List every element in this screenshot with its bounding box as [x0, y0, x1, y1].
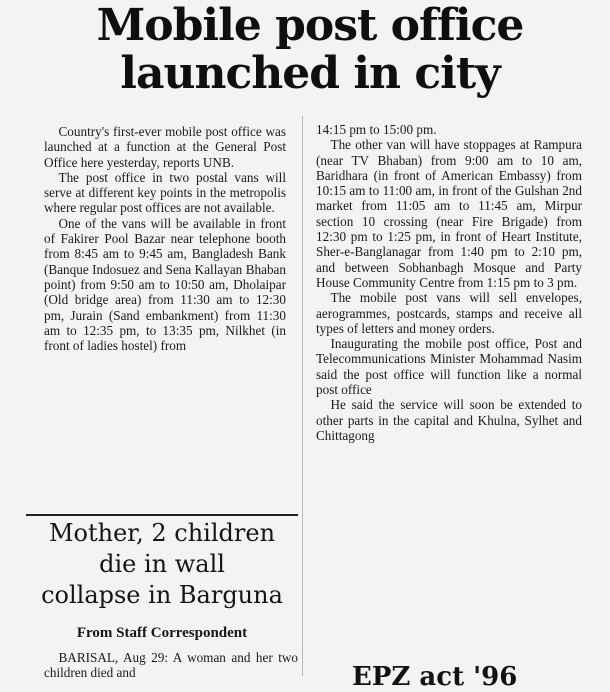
paragraph-intro: Country's first-ever mobile post office was launched at a function at the General Post Office here yesterday, reports UNB. [44, 124, 286, 170]
paragraph-expansion: He said the service will soon be extended to other parts in the capital and Khulna, Sylhet and Chittagong [316, 397, 582, 443]
second-story-byline: From Staff Correspondent [76, 625, 248, 641]
left-column [44, 124, 286, 353]
headline-line-2: launched in city [120, 48, 500, 99]
paragraph-continuation: 14:15 pm to 15:00 pm. [316, 122, 437, 137]
paragraph-minister-quote: Inaugurating the mobile post office, Post and Telecommunications Minister Mohammad Nasim said the post office will function like a normal post office [316, 336, 582, 398]
paragraph-second-van-route: The other van will have stoppages at Rampura (near TV Bhaban) from 9:00 am to 10 am, Baridhara (in front of American Embassy) from 10:15 am to 11:00 am, in front of the Gulshan 2nd market from 11:05 am to 11:45 am, Mirpur section 10 crossing (near Fire Brigade) from 12:30 pm to 1:25 pm, in front of Heart Institute, Sher-e-Banglanagar from 1:40 pm to 2:10 pm, and between Sobhanbagh Mosque and Party House Community Centre from 1:15 pm to 3 pm. [316, 137, 582, 290]
right-column [316, 122, 582, 443]
second-headline-line-3: collapse in Barguna [41, 581, 283, 609]
second-story-headline [22, 518, 302, 611]
paragraph-first-van-route: One of the vans will be available in front of Fakirer Pool Bazar near telephone booth from 8:45 am to 9:45 am, Bangladesh Bank (Banque Indosuez and Sena Kallayan Bhaban point) from 9:50 am to 10:50 am, Dholaipar (Old bridge area) from 11:30 am to 12:30 pm, Jurain (Sand embankment) from 11:30 am to 12:35 pm, to 13:35 pm, Nilkhet (in front of ladies hostel) from [44, 215, 286, 354]
column-divider [302, 116, 303, 676]
headline-line-1: Mobile post office [96, 0, 524, 51]
second-headline-line-2: die in wall [99, 550, 225, 578]
second-story-body [44, 650, 298, 681]
paragraph-services: The mobile post vans will sell envelopes, aerogrammes, postcards, stamps and receive all types of letters and money orders. [316, 290, 582, 336]
second-headline-line-1: Mother, 2 children [48, 519, 276, 547]
next-story-headline-fragment: EPZ act '96 [352, 662, 518, 692]
story-separator-rule [26, 514, 298, 516]
second-story-paragraph: BARISAL, Aug 29: A woman and her two children died and [44, 650, 298, 681]
main-headline [20, 2, 600, 98]
paragraph-vans: The post office in two postal vans will serve at different key points in the metropolis where regular post offices are not available. [44, 169, 286, 216]
